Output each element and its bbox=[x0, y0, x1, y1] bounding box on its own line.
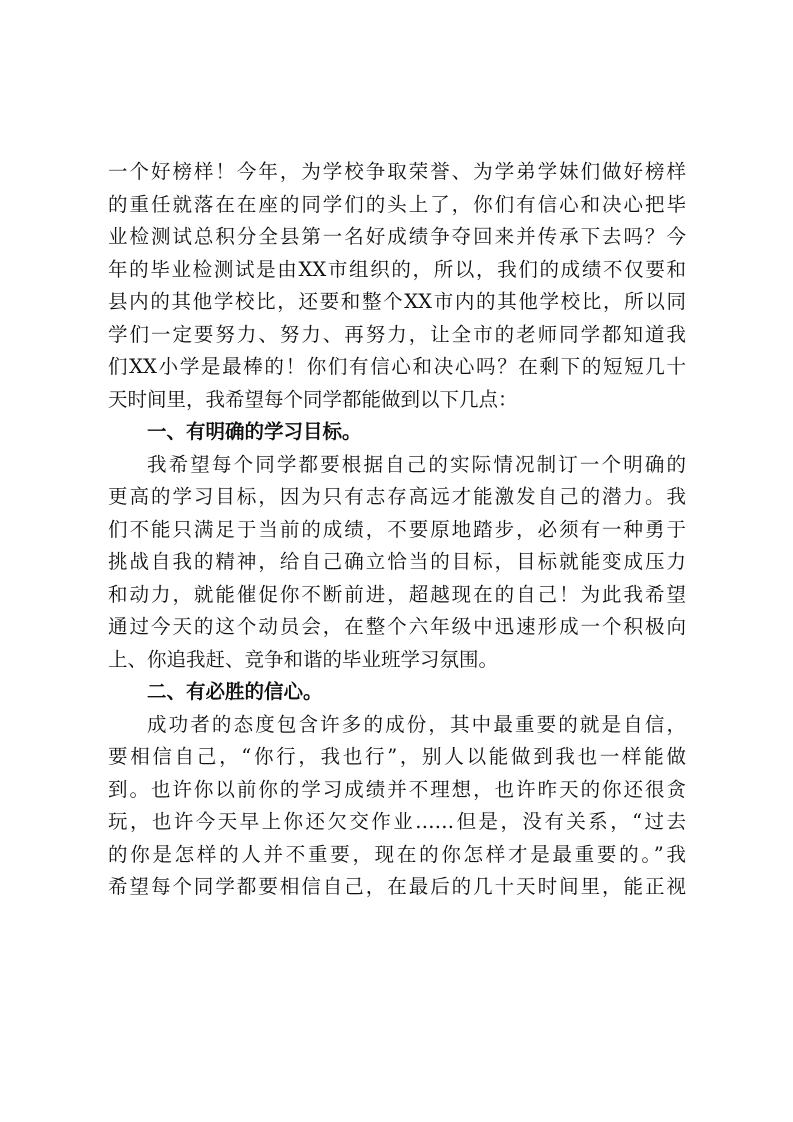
body-line: 学们一定要努力、努力、再努力，让全市的老师同学都知道我 bbox=[108, 322, 686, 346]
body-line: 业检测试总积分全县第一名好成绩争夺回来并传承下去吗？今 bbox=[108, 225, 686, 248]
body-line: 一个好榜样！今年，为学校争取荣誉、为学弟学妹们做好榜样 bbox=[108, 160, 686, 183]
body-line: 玩，也许今天早上你还欠交作业……但是，没有关系，“过去 bbox=[108, 810, 686, 833]
body-line: 更高的学习目标，因为只有志存高远才能激发自己的潜力。我 bbox=[108, 485, 686, 508]
body-line: 我希望每个同学都要根据自己的实际情况制订一个明确的 bbox=[147, 452, 686, 476]
body-line: 要相信自己，“你行，我也行”，别人以能做到我也一样能做 bbox=[108, 745, 686, 768]
body-line: 到。也许你以前你的学习成绩并不理想，也许昨天的你还很贪 bbox=[108, 777, 686, 801]
body-line: 县内的其他学校比，还要和整个XX市内的其他学校比，所以同 bbox=[108, 290, 686, 313]
body-line: 成功者的态度包含许多的成份，其中最重要的就是自信， bbox=[147, 712, 686, 736]
body-line: 和动力，就能催促你不断前进，超越现在的自己！为此我希望 bbox=[108, 582, 686, 606]
document-body bbox=[108, 156, 686, 904]
body-line: 们不能只满足于当前的成绩，不要原地踏步，必须有一种勇于 bbox=[108, 517, 686, 541]
body-line: 上、你追我赶、竞争和谐的毕业班学习氛围。 bbox=[108, 647, 499, 671]
body-line: 年的毕业检测试是由XX市组织的，所以，我们的成绩不仅要和 bbox=[108, 257, 686, 281]
body-line: 的你是怎样的人并不重要，现在的你怎样才是最重要的。”我 bbox=[108, 842, 686, 866]
body-line: 挑战自我的精神，给自己确立恰当的目标，目标就能变成压力 bbox=[108, 550, 686, 573]
body-line: 天时间里，我希望每个同学都能做到以下几点： bbox=[108, 387, 518, 411]
section-heading-confidence: 二、有必胜的信心。 bbox=[147, 680, 323, 703]
body-line: 通过今天的这个动员会，在整个六年级中迅速形成一个积极向 bbox=[108, 615, 686, 638]
body-line: 希望每个同学都要相信自己，在最后的几十天时间里，能正视 bbox=[108, 875, 686, 898]
body-line: 的重任就落在在座的同学们的头上了，你们有信心和决心把毕 bbox=[108, 192, 686, 216]
section-heading-goal: 一、有明确的学习目标。 bbox=[147, 420, 362, 443]
body-line: 们XX小学是最棒的！你们有信心和决心吗？在剩下的短短几十 bbox=[108, 355, 686, 378]
